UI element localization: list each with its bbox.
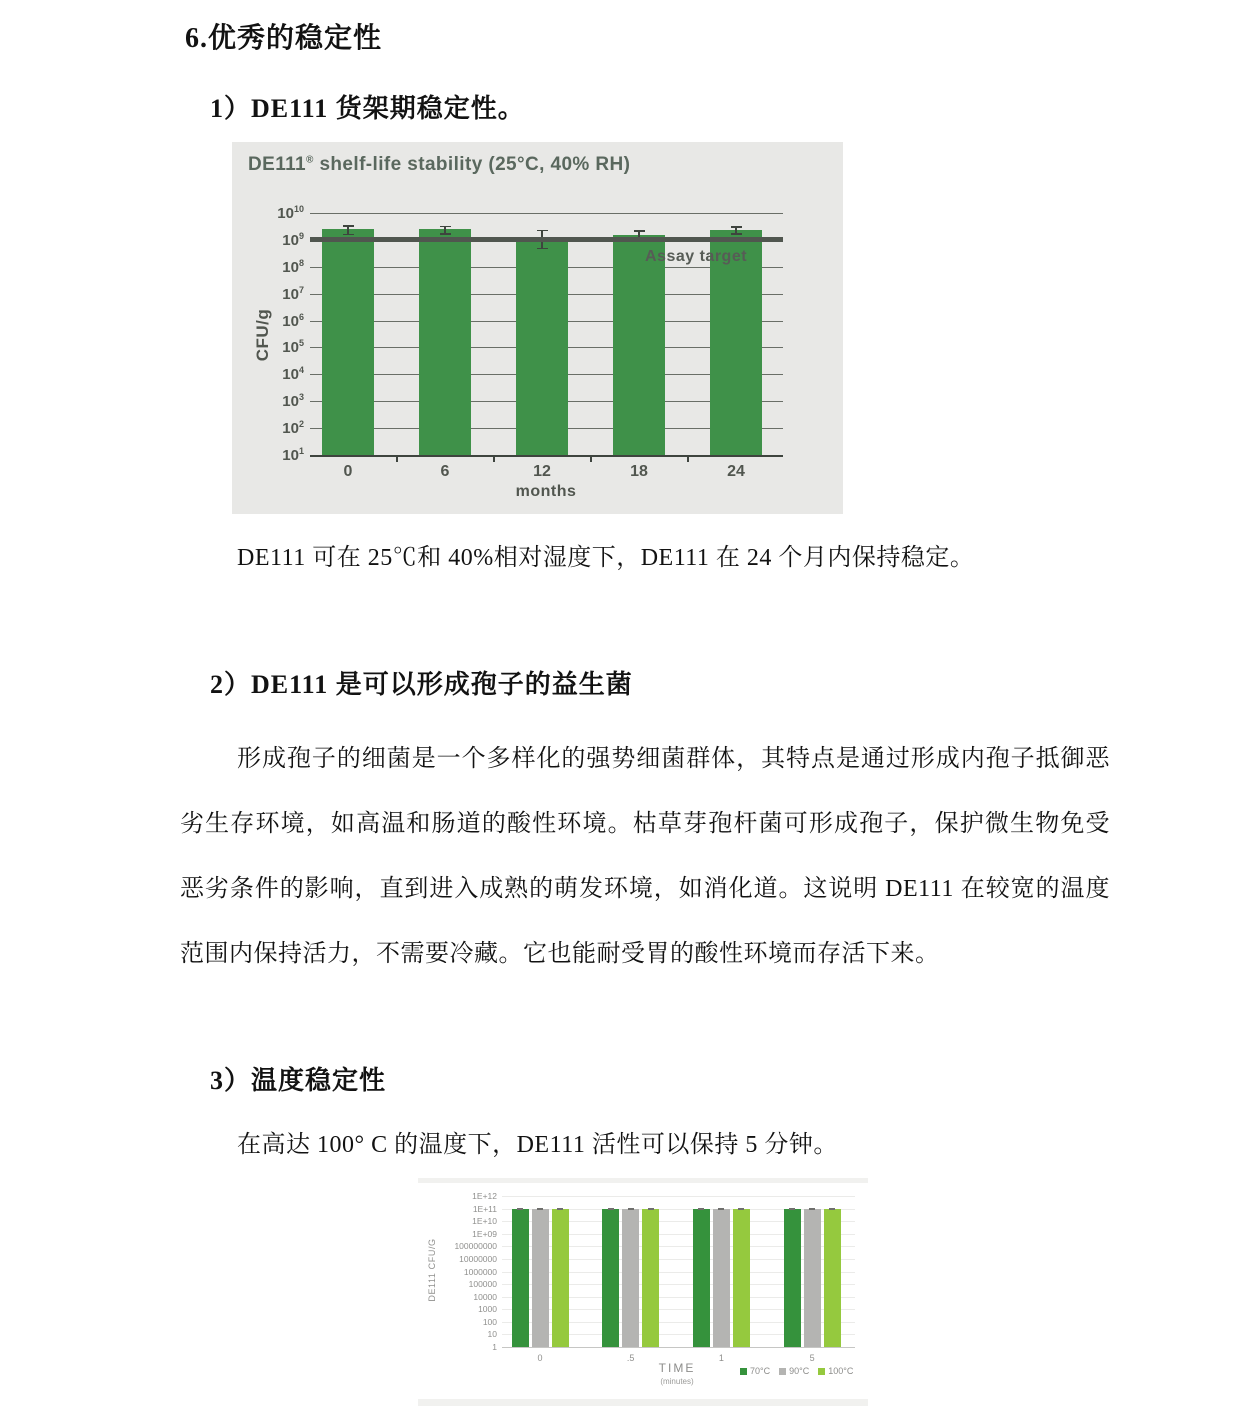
- chart-title: [248, 154, 630, 176]
- y-axis-title: DE111 CFU/G: [427, 1238, 437, 1302]
- x-tick-label: 0: [343, 463, 353, 480]
- paragraph-line: 劣生存环境，如高温和肠道的酸性环境。枯草芽孢杆菌可形成孢子，保护微生物免受: [180, 811, 1110, 837]
- legend-item: [779, 1366, 809, 1376]
- y-tick-label: 10000000: [459, 1253, 497, 1264]
- panel-edge-strip: [418, 1178, 868, 1183]
- y-tick-label: $10^{10}$: [277, 204, 304, 222]
- bar: [804, 1209, 821, 1347]
- plot-area: [310, 213, 783, 480]
- bar: [733, 1209, 750, 1347]
- error-bar-cap: [537, 248, 548, 250]
- x-tick-label: 24: [727, 463, 745, 480]
- bar: [613, 235, 665, 455]
- error-bar-cap: [440, 226, 451, 228]
- paragraph-line: 恶劣条件的影响，直到进入成熟的萌发环境，如消化道。这说明 DE111 在较宽的温度: [180, 876, 1110, 902]
- legend-label: 70°C: [750, 1366, 771, 1376]
- y-tick-label: 1: [492, 1342, 497, 1352]
- error-bar-cap: [731, 226, 742, 228]
- x-tick-label: .5: [626, 1353, 635, 1363]
- error-bar-cap: [809, 1208, 815, 1210]
- registered-mark: ®: [306, 154, 314, 166]
- subsection-1-title: 1）DE111 货架期稳定性。: [210, 94, 525, 123]
- error-bar-cap: [648, 1208, 654, 1210]
- x-axis-subtitle: (minutes): [660, 1377, 694, 1386]
- y-tick-label: 1000000: [463, 1266, 497, 1277]
- bar: [824, 1209, 841, 1347]
- y-tick-label: 1000: [478, 1304, 497, 1315]
- assay-target-line: [310, 237, 783, 242]
- paragraph-line: 形成孢子的细菌是一个多样化的强势细菌群体，其特点是通过形成内孢子抵御恶: [237, 746, 1110, 772]
- y-tick-label: $10^8$: [282, 257, 304, 276]
- legend-item: [818, 1366, 853, 1376]
- y-tick-label: 1E+12: [472, 1191, 497, 1201]
- x-tick-label: 0: [537, 1353, 543, 1363]
- bar: [713, 1209, 730, 1347]
- error-bar-cap: [517, 1208, 523, 1210]
- error-bar-cap: [718, 1208, 724, 1210]
- section3-text: 在高达 100° C 的温度下，DE111 活性可以保持 5 分钟。: [237, 1132, 838, 1158]
- x-axis-title: months: [515, 483, 577, 500]
- bar: [642, 1209, 659, 1347]
- bar: [622, 1209, 639, 1347]
- x-axis-line: [502, 1347, 855, 1348]
- x-tick-label: 18: [630, 463, 648, 480]
- x-axis-title: TIME: [658, 1361, 696, 1375]
- error-bar-cap: [557, 1208, 563, 1210]
- bar: [322, 229, 374, 455]
- x-minor-tick: [687, 455, 689, 462]
- error-bar-cap: [537, 1208, 543, 1210]
- bar: [419, 229, 471, 455]
- y-tick-label: $10^4$: [282, 365, 304, 384]
- error-bar-cap: [440, 233, 451, 235]
- error-bar-cap: [634, 230, 645, 232]
- bar: [512, 1209, 529, 1347]
- error-bar-cap: [628, 1208, 634, 1210]
- legend-swatch: [779, 1368, 786, 1375]
- error-bar-cap: [789, 1208, 795, 1210]
- y-tick-label: 100: [482, 1316, 497, 1327]
- y-tick-label: 100000: [468, 1279, 497, 1290]
- x-minor-tick: [396, 455, 398, 462]
- y-tick-label: $10^9$: [282, 230, 304, 249]
- y-gridline: [310, 213, 783, 214]
- error-bar-cap: [343, 225, 354, 227]
- section-title: 6.优秀的稳定性: [185, 23, 383, 54]
- chart1-caption: DE111 可在 25℃和 40%相对湿度下，DE111 在 24 个月内保持稳定。: [237, 545, 975, 571]
- y-tick-label: $10^3$: [282, 392, 304, 411]
- bar: [693, 1209, 710, 1347]
- legend-swatch: [818, 1368, 825, 1375]
- y-tick-label: $10^6$: [282, 311, 304, 330]
- y-tick-label: $10^2$: [282, 419, 304, 438]
- y-tick-label: 10000: [473, 1291, 497, 1302]
- error-bar-cap: [608, 1208, 614, 1210]
- error-bar-cap: [537, 230, 548, 232]
- legend-item: [740, 1366, 770, 1376]
- y-axis-title: CFU/g: [253, 308, 272, 362]
- error-bar-cap: [698, 1208, 704, 1210]
- x-tick-label: 5: [809, 1353, 815, 1363]
- bar: [784, 1209, 801, 1347]
- bar: [552, 1209, 569, 1347]
- legend-label: 90°C: [789, 1366, 810, 1376]
- plot-area: [502, 1196, 855, 1363]
- bar: [516, 239, 568, 455]
- legend-label: 100°C: [828, 1366, 854, 1376]
- chart-title-rest: shelf-life stability (25°C, 40% RH): [313, 154, 631, 175]
- subsection-3-title: 3）温度稳定性: [210, 1066, 387, 1095]
- paragraph-line: 范围内保持活力，不需要冷藏。它也能耐受胃的酸性环境而存活下来。: [180, 941, 940, 967]
- x-tick-label: 6: [440, 463, 450, 480]
- y-tick-label: 100000000: [454, 1241, 497, 1252]
- y-gridline: [502, 1196, 855, 1197]
- x-tick-label: 12: [533, 463, 551, 480]
- y-tick-label: 1E+10: [472, 1216, 497, 1227]
- assay-target-label: Assay target: [645, 247, 748, 265]
- shelf-life-chart: [232, 142, 843, 514]
- x-axis-line: [310, 455, 783, 457]
- x-minor-tick: [493, 455, 495, 462]
- bar: [602, 1209, 619, 1347]
- y-tick-label: $10^7$: [282, 284, 304, 303]
- bar: [532, 1209, 549, 1347]
- error-bar-cap: [343, 234, 354, 236]
- y-tick-label: 1E+09: [472, 1228, 497, 1239]
- y-tick-label: 1E+11: [472, 1203, 497, 1214]
- x-minor-tick: [590, 455, 592, 462]
- error-bar-cap: [731, 233, 742, 235]
- y-tick-label: $10^1$: [282, 446, 304, 464]
- legend-swatch: [740, 1368, 747, 1375]
- panel-edge-strip: [418, 1399, 868, 1406]
- temperature-stability-chart: [418, 1178, 868, 1406]
- x-tick-label: 1: [718, 1353, 724, 1363]
- subsection-2-title: 2）DE111 是可以形成孢子的益生菌: [210, 670, 633, 699]
- y-tick-label: 10: [487, 1329, 497, 1340]
- chart-title-brand: DE111: [248, 154, 306, 175]
- error-bar-cap: [829, 1208, 835, 1210]
- y-tick-label: $10^5$: [282, 338, 304, 357]
- legend: [740, 1366, 853, 1376]
- error-bar-cap: [738, 1208, 744, 1210]
